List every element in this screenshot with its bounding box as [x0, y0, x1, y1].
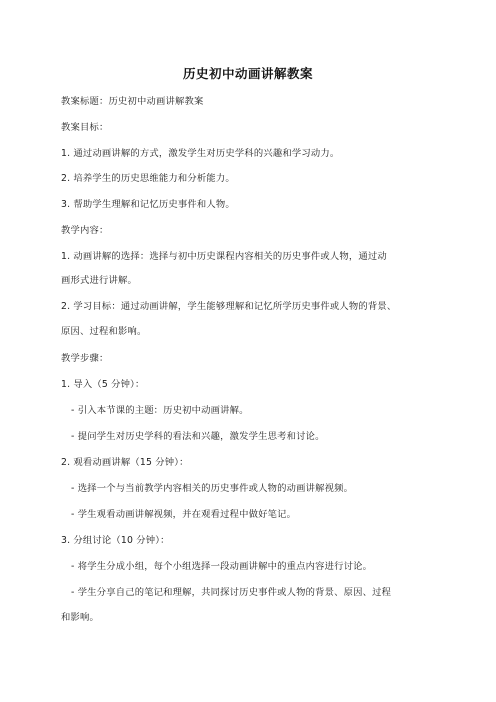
section-heading-steps: 教学步骤： [61, 353, 109, 364]
step-3-bullet-2-continued: 和影响。 [61, 612, 99, 623]
step-1-bullet-2: - 提问学生对历史学科的看法和兴趣，激发学生思考和讨论。 [71, 431, 325, 442]
step-3-bullet-1: - 将学生分成小组，每个小组选择一段动画讲解中的重点内容进行讨论。 [71, 561, 373, 572]
content-item-1-continued: 画形式进行讲解。 [61, 275, 137, 286]
lesson-title-line: 教案标题：历史初中动画讲解教案 [61, 96, 204, 107]
objective-item-2: 2. 培养学生的历史思维能力和分析能力。 [61, 173, 235, 184]
section-heading-content: 教学内容： [61, 225, 109, 236]
content-item-2: 2. 学习目标：通过动画讲解，学生能够理解和记忆所学历史事件或人物的背景、 [61, 301, 397, 312]
step-2-bullet-2: - 学生观看动画讲解视频，并在观看过程中做好笔记。 [71, 509, 297, 520]
content-item-1: 1. 动画讲解的选择：选择与初中历史课程内容相关的历史事件或人物，通过动 [61, 251, 387, 262]
step-1-bullet-1: - 引入本节课的主题：历史初中动画讲解。 [71, 405, 249, 416]
content-item-2-continued: 原因、过程和影响。 [61, 326, 147, 337]
step-3-bullet-2: - 学生分享自己的笔记和理解，共同探讨历史事件或人物的背景、原因、过程 [71, 587, 392, 598]
document-title: 历史初中动画讲解教案 [182, 66, 313, 81]
objective-item-1: 1. 通过动画讲解的方式，激发学生对历史学科的兴趣和学习动力。 [61, 148, 340, 159]
objective-item-3: 3. 帮助学生理解和记忆历史事件和人物。 [61, 199, 235, 210]
step-3-heading: 3. 分组讨论（10 分钟）： [61, 535, 170, 546]
step-2-bullet-1: - 选择一个与当前教学内容相关的历史事件或人物的动画讲解视频。 [71, 483, 354, 494]
section-heading-objectives: 教案目标： [61, 122, 109, 133]
step-2-heading: 2. 观看动画讲解（15 分钟）： [61, 457, 189, 468]
step-1-heading: 1. 导入（5 分钟）： [61, 379, 145, 390]
